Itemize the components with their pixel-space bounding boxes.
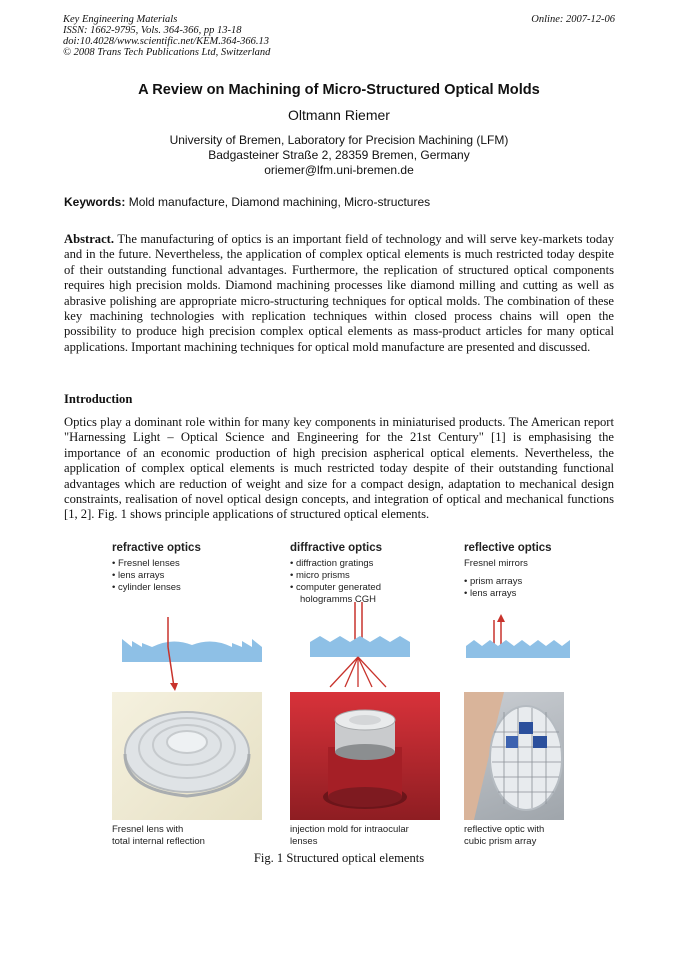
introduction-paragraph: Optics play a dominant role within for many key components in miniaturised products. The American report "Harnessing Light – Optical Science and Engineering for the 21st Century" [1] is emphasising the importance of an economic production of high precision aspherical optical elements. Nevertheless, the application of complex optical elements is much restricted today despite of their outstanding functional advantages which are reduction of weight and size for a compact design, adaptation to mechanical design constraints, realisation of novel optical design concepts, and integration of optical and mechanical functions [1, 2]. Fig. 1 shows principle applications of structured optical elements.	[64, 415, 614, 522]
diffractive-diagram	[300, 602, 440, 692]
caption-line: lenses	[290, 836, 318, 847]
keywords	[64, 195, 430, 209]
list-item: • Fresnel lenses	[112, 558, 180, 569]
affiliation	[0, 133, 678, 178]
affiliation-line-2: Badgasteiner Straße 2, 28359 Bremen, Germany	[208, 148, 470, 162]
caption-line: Fresnel lens with	[112, 824, 184, 835]
doi-line: doi:10.4028/www.scientific.net/KEM.364-366.13	[63, 36, 269, 47]
fresnel-lens-shape	[122, 639, 262, 662]
affiliation-line-1: University of Bremen, Laboratory for Precision Machining (LFM)	[169, 133, 509, 147]
keywords-text: Mold manufacture, Diamond machining, Micro-structures	[128, 195, 431, 209]
diffractive-heading: diffractive optics	[290, 542, 383, 554]
issn-line: ISSN: 1662-9795, Vols. 364-366, pp 13-18	[63, 25, 242, 36]
author-name: Oltmann Riemer	[288, 107, 390, 123]
diffracted-ray	[345, 657, 358, 687]
list-item: hologramms CGH	[300, 594, 377, 605]
prism-array-shape	[466, 640, 570, 658]
figure-structured-optics	[112, 542, 572, 854]
caption-line: cubic prism array	[464, 836, 537, 847]
abstract-text: The manufacturing of optics is an important field of technology and will serve key-markets today and in the future. Nevertheless, the application of complex optical elements is much restricted today despite of their outstanding functional advantages. Furthermore, the replication of structured optical components requires high precision molds. Diamond machining processes like diamond milling and cutting as well as abrasive polishing are appropriate micro-structuring techniques for optical molds. The combination of these key machining technologies with replication techniques within closed process chains will open the possibility to produce high precision complex optical elements as mass-product articles for many optical applications. Important machining techniques for optical mold manufacture are presented and discussed.	[64, 232, 615, 354]
refractive-diagram	[112, 617, 272, 697]
mold-illustration	[290, 692, 440, 820]
caption-line: total internal reflection	[112, 836, 205, 847]
ray-arrowhead	[170, 683, 178, 691]
abstract-label: Abstract.	[64, 232, 115, 246]
online-date: Online: 2007-12-06	[531, 14, 615, 25]
reflective-diagram	[464, 612, 574, 672]
reflective-caption	[464, 824, 614, 848]
refractive-optics-column	[112, 542, 262, 854]
grating-shape	[310, 636, 410, 657]
injection-mold-photo	[290, 692, 440, 820]
figure-caption: Fig. 1 Structured optical elements	[253, 851, 425, 865]
list-item: • computer generated	[290, 582, 381, 593]
journal-header	[63, 14, 615, 58]
fresnel-lens-photo	[112, 692, 262, 820]
reflective-heading: reflective optics	[464, 542, 552, 554]
list-item: Fresnel mirrors	[464, 558, 528, 569]
fresnel-lens-illustration	[112, 692, 262, 820]
keywords-label: Keywords:	[64, 195, 126, 209]
list-item: • cylinder lenses	[112, 582, 181, 593]
list-item: • micro prisms	[290, 570, 350, 581]
ray-arrowhead	[497, 614, 505, 622]
reflective-optics-column	[464, 542, 574, 854]
refractive-caption	[112, 824, 262, 848]
list-item: • diffraction gratings	[290, 558, 374, 569]
diffractive-optics-column	[290, 542, 440, 854]
diffractive-caption	[290, 824, 440, 848]
list-item: • lens arrays	[112, 570, 165, 581]
diffracted-ray	[358, 657, 372, 687]
caption-line: injection mold for intraocular	[290, 824, 409, 835]
copyright-line: © 2008 Trans Tech Publications Ltd, Switzerland	[63, 47, 271, 58]
author-email[interactable]: oriemer@lfm.uni-bremen.de	[264, 163, 414, 177]
diffracted-ray	[358, 657, 386, 687]
journal-name: Key Engineering Materials	[63, 14, 178, 25]
list-item: • prism arrays	[464, 576, 523, 587]
diffracted-ray	[330, 657, 358, 687]
reflective-optic-photo	[464, 692, 564, 820]
refractive-heading: refractive optics	[112, 542, 201, 554]
prism-array-illustration	[464, 692, 564, 820]
introduction-heading: Introduction	[64, 392, 133, 406]
abstract-paragraph	[64, 232, 614, 355]
caption-line: reflective optic with	[464, 824, 545, 835]
paper-title: A Review on Machining of Micro-Structured Optical Molds	[138, 82, 540, 98]
list-item: • lens arrays	[464, 588, 517, 599]
